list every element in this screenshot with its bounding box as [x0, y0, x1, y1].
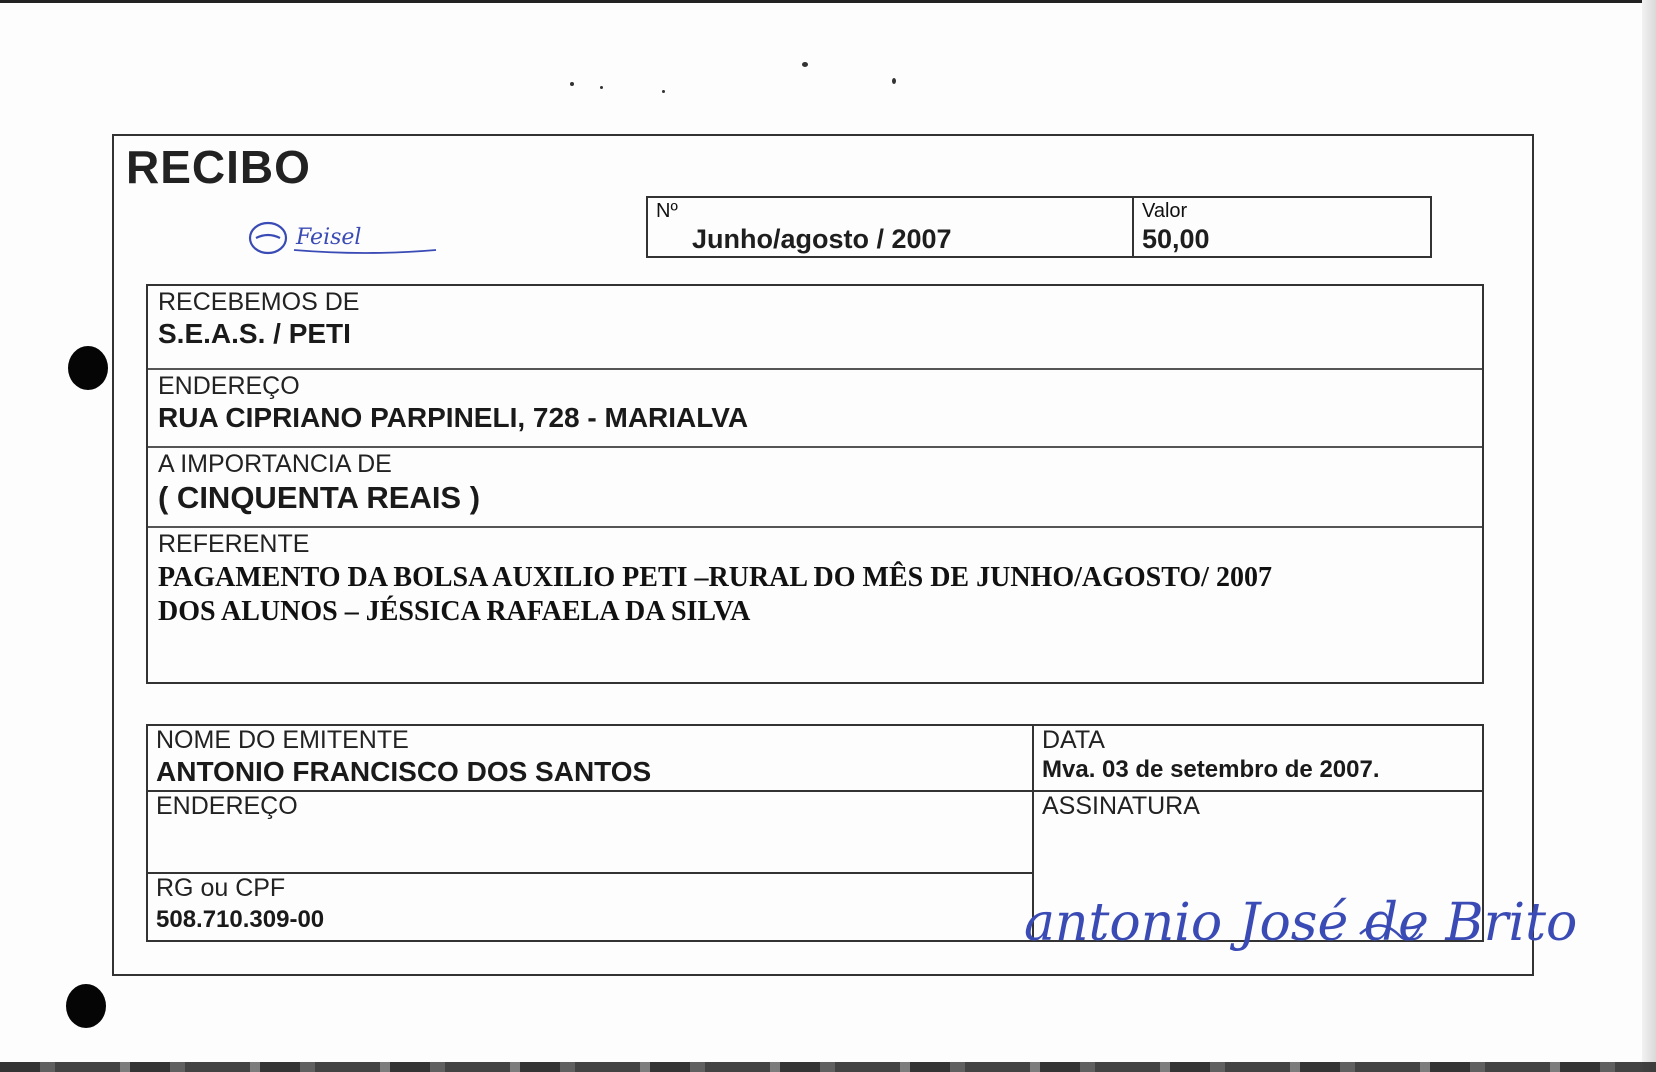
received-from-row — [148, 286, 1482, 370]
reference-label: REFERENTE — [158, 530, 310, 558]
punch-hole-bottom — [66, 984, 106, 1028]
value-amount: 50,00 — [1142, 224, 1210, 254]
reference-line-1: PAGAMENTO DA BOLSA AUXILIO PETI –RURAL DO MÊS DE JUNHO/AGOSTO/ 2007 — [158, 562, 1272, 593]
issuer-name-label: NOME DO EMITENTE — [156, 726, 409, 754]
signature-text: antonio José de Brito — [1024, 893, 1578, 953]
date-value: Mva. 03 de setembro de 2007. — [1042, 756, 1380, 783]
signature-label: ASSINATURA — [1042, 792, 1200, 820]
issuer-id-row — [148, 874, 1032, 942]
value-label: Valor — [1142, 200, 1188, 222]
page-bottom-edge — [0, 1062, 1656, 1072]
amount-row — [148, 448, 1482, 528]
handwritten-stamp-note — [246, 212, 446, 262]
number-value: Junho/agosto / 2007 — [692, 224, 952, 254]
reference-row — [148, 528, 1482, 684]
value-cell — [1134, 198, 1430, 256]
issuer-address-label: ENDEREÇO — [156, 792, 298, 820]
issuer-name-value: ANTONIO FRANCISCO DOS SANTOS — [156, 756, 652, 787]
issuer-id-value: 508.710.309-00 — [156, 906, 325, 933]
amount-label: A IMPORTANCIA DE — [158, 450, 392, 478]
stamp-note-text: Feisel — [296, 225, 362, 250]
address-value: RUA CIPRIANO PARPINELI, 728 - MARIALVA — [158, 402, 749, 433]
number-cell — [648, 198, 1134, 256]
date-row — [1034, 726, 1484, 792]
page-top-edge — [0, 0, 1656, 3]
address-label: ENDEREÇO — [158, 372, 300, 400]
issuer-id-label: RG ou CPF — [156, 874, 286, 902]
amount-words: ( CINQUENTA REAIS ) — [158, 480, 481, 515]
date-label: DATA — [1042, 726, 1105, 754]
receipt-title: RECIBO — [126, 141, 311, 193]
receipt-details-box — [146, 284, 1484, 684]
received-from-value: S.E.A.S. / PETI — [158, 318, 351, 349]
issuer-left-column — [148, 726, 1034, 940]
address-row — [148, 370, 1482, 448]
number-label: Nº — [656, 200, 678, 222]
issuer-address-row — [148, 792, 1032, 874]
page-right-edge — [1642, 0, 1656, 1072]
received-from-label: RECEBEMOS DE — [158, 288, 360, 316]
issuer-name-row — [148, 726, 1032, 792]
handwritten-signature — [1020, 876, 1640, 976]
reference-line-2: DOS ALUNOS – JÉSSICA RAFAELA DA SILVA — [158, 596, 751, 627]
punch-hole-top — [68, 346, 108, 390]
number-value-box — [646, 196, 1432, 258]
receipt-form — [112, 134, 1534, 976]
